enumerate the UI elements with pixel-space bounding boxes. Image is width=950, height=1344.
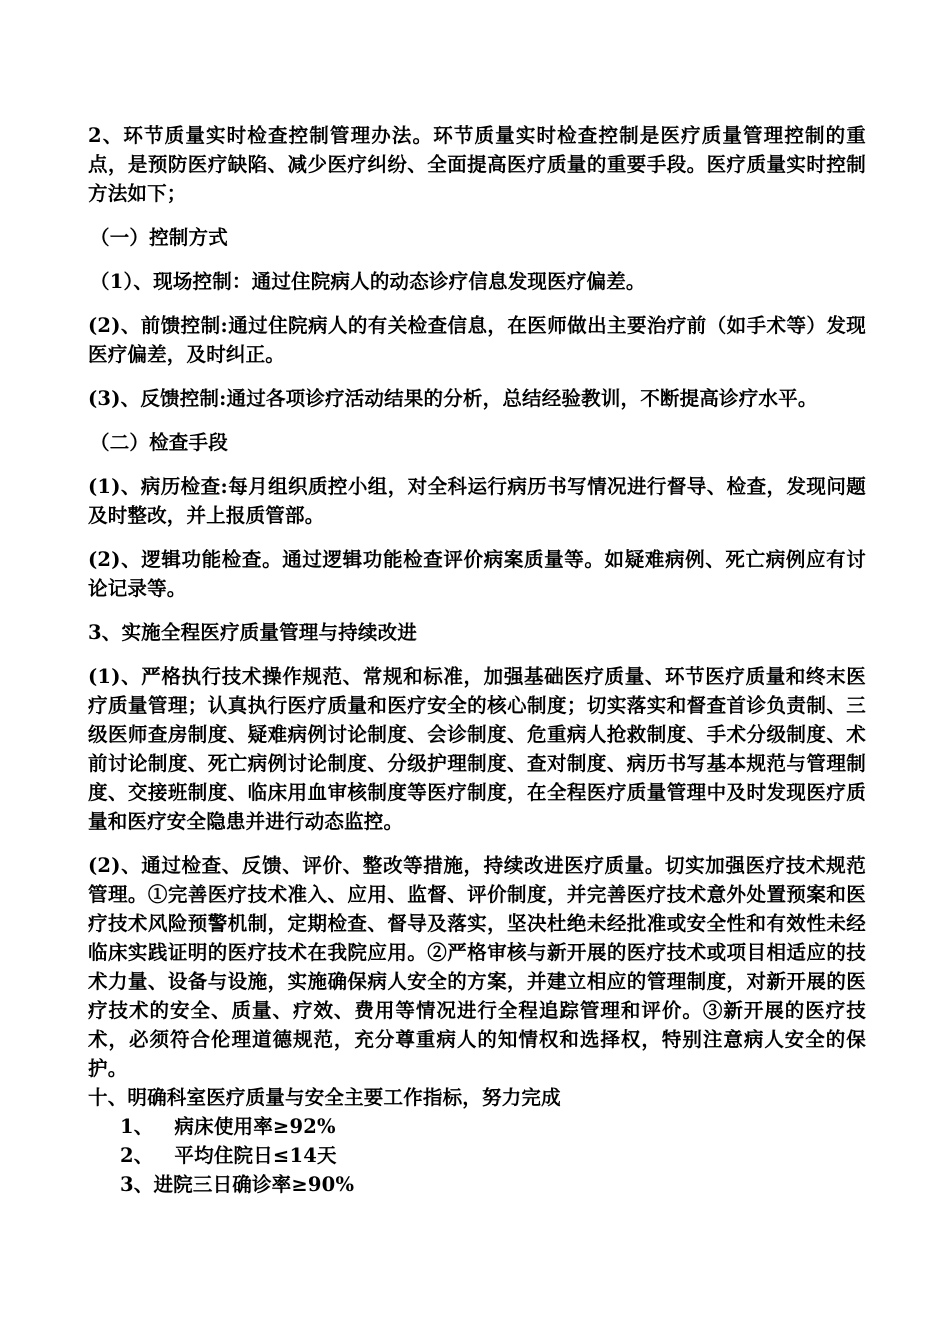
heading-section-3: 3、实施全程医疗质量管理与持续改进 bbox=[88, 621, 417, 644]
paragraph-section-2-intro: 2、环节质量实时检查控制管理办法。环节质量实时检查控制是医疗质量管理控制的重点，是预防医疗缺陷、减少医疗纠纷、全面提高医疗质量的重要手段。医疗质量实时控制方法如下； bbox=[88, 124, 866, 205]
paragraph-standards-execution: (1)、严格执行技术操作规范、常规和标准，加强基础医疗质量、环节医疗质量和终末医疗质量管理；认真执行医疗质量和医疗安全的核心制度；切实落实和督查首诊负责制、三级医师查房制度、疑难病例讨论制度、会诊制度、危重病人抢救制度、手术分级制度、术前讨论制度、死亡病例讨论制度、分级护理制度、查对制度、病历书写基本规范与管理制度、交接班制度、临床用血审核制度等医疗制度，在全程医疗质量管理中及时发现医疗质量和医疗安全隐患并进行动态监控。 bbox=[88, 665, 866, 833]
heading-section-10: 十、明确科室医疗质量与安全主要工作指标，努力完成 bbox=[88, 1086, 561, 1109]
paragraph-feedforward-control: (2)、前馈控制:通过住院病人的有关检查信息，在医师做出主要治疗前（如手术等）发现医疗偏差，及时纠正。 bbox=[88, 314, 866, 366]
paragraph-logic-inspection: (2)、逻辑功能检查。通过逻辑功能检查评价病案质量等。如疑难病例、死亡病例应有讨论记录等。 bbox=[88, 548, 866, 600]
document-body bbox=[88, 121, 866, 1199]
paragraph-feedback-control: (3)、反馈控制:通过各项诊疗活动结果的分析，总结经验教训，不断提高诊疗水平。 bbox=[88, 387, 818, 410]
indicator-diagnosis-rate: 3、进院三日确诊率≥90% bbox=[120, 1173, 355, 1196]
paragraph-onsite-control: （1）、现场控制：通过住院病人的动态诊疗信息发现医疗偏差。 bbox=[90, 270, 646, 293]
indicator-average-stay: 2、 平均住院日≤14天 bbox=[120, 1144, 337, 1167]
paragraph-record-inspection: (1)、病历检查:每月组织质控小组，对全科运行病历书写情况进行督导、检查，发现问题及时整改，并上报质管部。 bbox=[88, 475, 866, 527]
heading-inspection-means: （二）检查手段 bbox=[90, 431, 228, 454]
indicator-bed-usage: 1、 病床使用率≥92% bbox=[120, 1115, 336, 1138]
paragraph-continuous-improvement: (2)、通过检查、反馈、评价、整改等措施，持续改进医疗质量。切实加强医疗技术规范管理。①完善医疗技术准入、应用、监督、评价制度，并完善医疗技术意外处置预案和医疗技术风险预警机制，定期检查、督导及落实，坚决杜绝未经批准或安全性和有效性未经临床实践证明的医疗技术在我院应用。②严格审核与新开展的医疗技术或项目相适应的技术力量、设备与设施，实施确保病人安全的方案，并建立相应的管理制度，对新开展的医疗技术的安全、质量、疗效、费用等情况进行全程追踪管理和评价。③新开展的医疗技术，必须符合伦理道德规范，充分尊重病人的知情权和选择权，特别注意病人安全的保护。 bbox=[88, 854, 866, 1080]
heading-control-methods: （一）控制方式 bbox=[90, 226, 228, 249]
